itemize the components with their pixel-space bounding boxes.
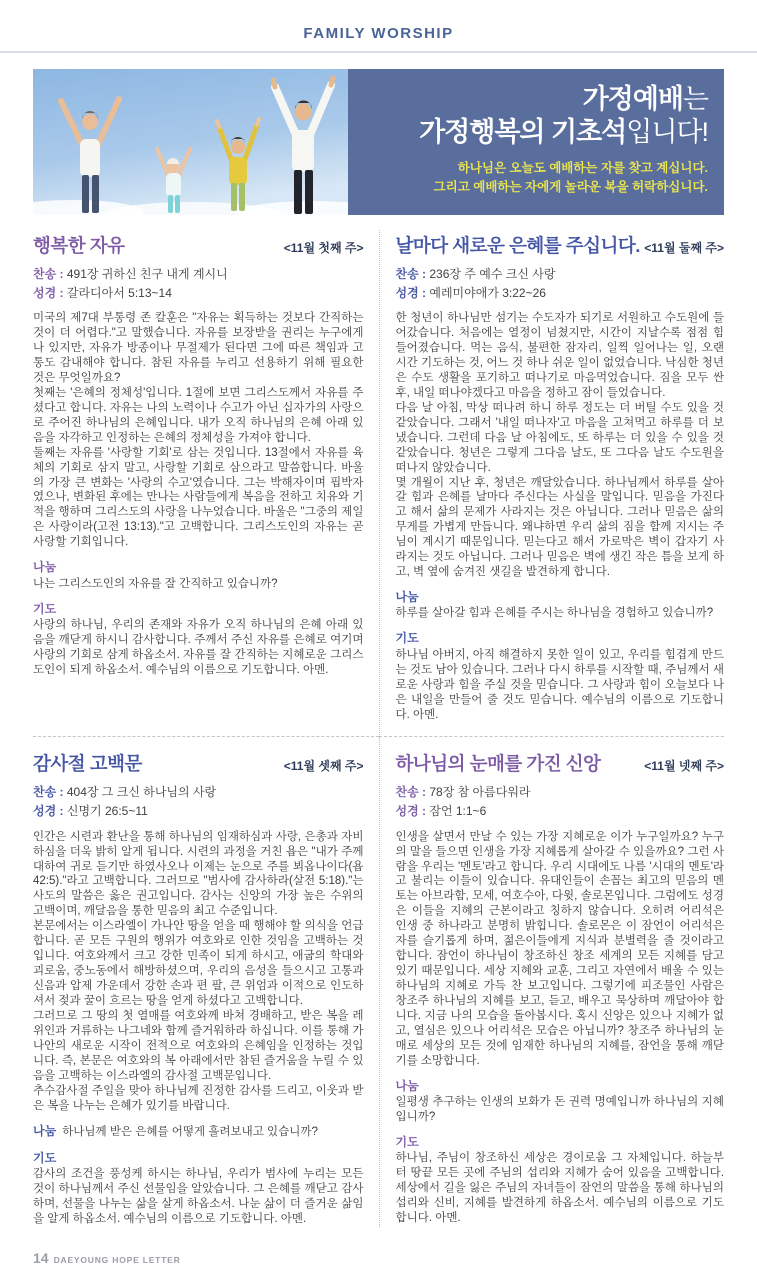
article-body: [33, 311, 364, 550]
scripture-row: 성경 : 신명기 26:5~11: [33, 804, 148, 819]
hero-panel: [348, 69, 724, 215]
sharing-question: 하나님께 받은 은혜를 어떻게 흘려보내고 있습니까?: [62, 1126, 318, 1139]
sharing-block: [33, 559, 364, 591]
page-number: 14: [33, 1250, 49, 1266]
paragraph: 인생을 살면서 만날 수 있는 가장 지혜로운 이가 누구일까요? 누구의 말을 들으면 인생을 가장 지혜롭게 살아갈 수 있을까요? 그런 사람을 우리는 '멘토'라고 합니다. 우리 시대에도 나름 '시대의 멘토'라고 불리는 이들이 있습니다. 유대인들이 손꼽는 최고의 믿음의 멘토는 아브라함, 모세, 여호수아, 다윗, 솔로몬입니다. 그럼에도 성경은 이들을 지혜의 근본이라고 칭하지 않습니다. 오히려 어리석은 인생 중 하나라고 분명히 밝힙니다. 솔로몬은 이 잠언이 어리석은 자를 슬기롭게 하며, 젊은이들에게 지식과 분별력을 줄 것이라고 합니다. 잠언이 하나님이 창조하신 창조 세계의 모든 지혜를 담고 있기 때문입니다. 세상 지혜와 교훈, 그리고 자연에서 배울 수 있는 하나님의 지혜로 가득 찬 보고입니다. 그렇기에 피조물인 사람은 창조주 하나님의 지혜를 보고, 듣고, 배우고 묵상하며 깨달아야 합니다. 지금 나의 모습을 돌아봅시다. 혹시 신앙은 있으나 지혜가 없고, 열심은 있으나 어리석은 모습은 아닙니까? 창조주 하나님의 눈매로 세상의 모든 것에 임재한 하나님의 지혜를, 잠언을 통해 깨닫기를 소망합니다.: [395, 830, 724, 1067]
paragraph: 둘째는 자유를 '사랑할 기회'로 삼는 것입니다. 13절에서 자유를 육체의 기회로 삼지 말고, 사랑할 기회로 삼으라고 말씀합니다. 바울의 가장 큰 변화는 '사랑의 수고'였습니다. 그는 박해자이며 핍박자였으나, 변화된 후에는 만나는 사람들에게 복음을 전하고 치유와 기적을 행하며 그리스도의 사랑을 나누었습니다. 바울은 "그중의 제일은 사랑이라(고전 13:13)."고 고백합니다. 그리스도인의 자유는 곧 사랑할 기회입니다.: [33, 446, 364, 549]
prayer-block: [396, 1134, 725, 1226]
scripture-row: 성경 : 예레미야애가 3:22~26: [395, 285, 546, 300]
scripture-row: 성경 : 잠언 1:1~6: [395, 804, 487, 819]
week-label: <11월 첫째 주>: [283, 241, 364, 255]
hymn-row: 찬송 : 491장 귀하신 친구 내게 계시니: [33, 267, 228, 281]
prayer-heading: 기도: [33, 601, 57, 616]
sharing-block: [396, 1078, 725, 1125]
prayer-text: 하나님, 주님이 창조하신 세상은 경이로움 그 자체입니다. 하늘부터 땅끝 모든 곳에 주님의 섭리와 지혜가 숨어 있음을 고백합니다. 세상에서 길을 잃은 주님의 자녀들이 잠언의 말씀을 통해 하나님의 섭리와 신비, 지혜를 발견하게 하옵소서. 예수님의 이름으로 기도합니다. 아멘.: [395, 1152, 724, 1225]
prayer-block: [33, 601, 364, 678]
prayer-block: [396, 630, 725, 722]
family-photo: [33, 69, 348, 215]
article-title: 날마다 새로운 은혜를 주십니다.: [395, 235, 640, 256]
hero-banner: [33, 69, 724, 215]
family-photo-illustration: [33, 69, 348, 215]
articles-grid: [33, 230, 724, 1227]
hero-title: [358, 83, 708, 149]
prayer-heading: 기도: [395, 631, 419, 646]
article-body: [396, 830, 725, 1069]
sharing-heading: 나눔: [33, 1124, 57, 1139]
article-title: 행복한 자유: [33, 235, 125, 256]
page-header: [0, 0, 757, 53]
newsletter-name: DAEYOUNG HOPE LETTER: [53, 1255, 181, 1265]
paragraph: 인간은 시련과 환난을 통해 하나님의 임재하심과 사랑, 은총과 자비하심을 더욱 밝히 알게 됩니다. 시련의 과정을 거친 욥은 "내가 주께 대하여 귀로 듣기만 하였사오나 이제는 눈으로 주를 뵈옵나이다(욥 42:5)."라고 고백합니다. 그러므로 "범사에 감사하라(살전 5:18)."는 사도의 말씀은 옳은 권고입니다. 감사는 신앙의 가장 높은 수위의 고백이며, 깨달음을 통한 믿음의 최고 수준입니다.: [33, 830, 364, 918]
hymn-row: 찬송 : 236장 주 예수 크신 사랑: [395, 267, 556, 281]
article-title: 감사절 고백문: [33, 753, 142, 775]
sharing-question: 하루를 살아갈 힘과 은혜를 주시는 하나님을 경험하고 있습니까?: [395, 607, 714, 620]
hero-subtitle-line1: 하나님은 오늘도 예배하는 자를 찾고 계십니다.: [457, 160, 708, 175]
paragraph: 추수감사절 주일을 맞아 하나님께 진정한 감사를 드리고, 이웃과 받은 복을 나누는 은혜가 있기를 바랍니다.: [33, 1084, 364, 1112]
page-footer: [33, 1250, 181, 1266]
sharing-block: [396, 589, 725, 621]
page-header-title: FAMILY WORSHIP: [303, 25, 454, 42]
prayer-text: 사랑의 하나님, 우리의 존재와 자유가 오직 하나님의 은혜 아래 있음을 깨닫게 하시니 감사합니다. 주께서 주신 자유를 은혜로 여기며 사랑의 기회로 삼게 하옵소서. 자유를 잘 간직하는 지혜로운 그리스도인이 되게 하옵소서. 예수님의 이름으로 기도합니다. 아멘.: [33, 618, 364, 676]
sharing-question: 나는 그리스도인의 자유를 잘 간직하고 있습니까?: [33, 577, 278, 590]
sharing-heading: 나눔: [395, 590, 419, 605]
paragraph: 몇 개월이 지난 후, 청년은 깨달았습니다. 하나님께서 하루를 살아갈 힘과 은혜를 날마다 주신다는 사실을 말입니다. 믿음을 가진다고 해서 삶의 문제가 사라지는 것은 아닙니다. 그러나 믿음은 삶의 무게를 가볍게 만듭니다. 왜냐하면 우리 삶의 짐을 함께 지시는 주님이 계시기 때문입니다. 믿는다고 해서 가로막은 벽이 갑자기 사라지는 것도 아닙니다. 그러나 믿음은 벽에 생긴 작은 틈을 보게 하고, 벽 옆에 숨겨진 샛길을 발견하게 합니다.: [395, 476, 724, 579]
week-label: <11월 셋째 주>: [283, 759, 364, 774]
article-thanksgiving-confession: [33, 737, 379, 1227]
prayer-heading: 기도: [33, 1150, 57, 1165]
hero-subtitle: [358, 159, 708, 198]
sharing-question: 일평생 추구하는 인생의 보화가 돈 권력 명예입니까 하나님의 지혜입니까?: [395, 1096, 724, 1123]
prayer-heading: 기도: [395, 1134, 419, 1149]
article-title: 하나님의 눈매를 가진 신앙: [395, 753, 601, 775]
article-new-grace-daily: [379, 230, 725, 737]
hero-title-line1: 가정예배는: [582, 84, 708, 114]
hymn-scripture-block: [396, 265, 725, 302]
prayer-block: [33, 1150, 364, 1227]
hymn-scripture-block: [33, 265, 364, 302]
article-happy-freedom: [33, 230, 379, 737]
hymn-scripture-block: [33, 783, 364, 820]
hymn-scripture-block: [396, 783, 725, 820]
article-faith-with-gods-eyes: [379, 737, 725, 1227]
paragraph: 다음 날 아침, 막상 떠나려 하니 하루 정도는 더 버틸 수도 있을 것 같았습니다. 그래서 '내일 떠나자'고 마음을 고쳐먹고 하루를 더 보냈습니다. 그런데 다음 날 아침에도, 또 하루는 더 있을 수 있을 것 같았습니다. 청년은 그렇게 그다음 날도, 또 그다음 날도 수도원을 떠나지 않았습니다.: [395, 401, 724, 474]
paragraph: 첫째는 '은혜의 정체성'입니다. 1절에 보면 그리스도께서 자유를 주셨다고 합니다. 자유는 나의 노력이나 수고가 아닌 십자가의 사랑으로 주어진 하나님의 은혜입니다. 내가 오직 하나님의 은혜 아래 있음을 자각하고 인정하는 은혜의 정체성을 가져야 합니다.: [33, 386, 364, 444]
header-divider: [0, 51, 757, 53]
sharing-heading: 나눔: [395, 1078, 419, 1093]
paragraph: 한 청년이 하나님만 섬기는 수도자가 되기로 서원하고 수도원에 들어갔습니다. 처음에는 열정이 넘쳤지만, 시간이 지날수록 점점 힘들어졌습니다. 먹는 음식, 불편한 잠자리, 일찍 일어나는 일, 오랜 시간 기도하는 것, 어느 것 하나 쉬운 일이 없었습니다. 낙심한 청년은 수도 생활을 포기하고 떠나기로 마음먹었습니다. 짐을 모두 싼 후, 내일 떠나야겠다고 마음을 정하고 잠이 들었습니다.: [395, 312, 724, 399]
paragraph: 그러므로 그 땅의 첫 열매를 여호와께 바쳐 경배하고, 받은 복을 레위인과 거류하는 나그네와 함께 즐거워하라 하십니다. 이를 통해 가나안의 새로운 시작이 전적으로 여호와의 은혜임을 인정하는 것입니다. 즉, 본문은 여호와의 복 아래에서만 참된 즐거움을 누릴 수 있음을 고백하는 이스라엘의 감사절 고백문입니다.: [33, 1009, 364, 1082]
hero-title-line2: 가정행복의 기초석입니다!: [419, 116, 708, 147]
prayer-text: 감사의 조건을 풍성케 하시는 하나님, 우리가 범사에 누리는 모든 것이 하나님께서 주신 선물임을 알았습니다. 그 은혜를 깨닫고 감사하며, 선물을 나누는 삶을 살게 하옵소서. 나눈 삶이 더 즐거운 삶임을 알게 하옵소서. 예수님의 이름으로 기도합니다. 아멘.: [33, 1168, 364, 1226]
week-label: <11월 둘째 주>: [644, 241, 724, 255]
article-body: [396, 311, 725, 580]
sharing-block: [33, 1122, 364, 1140]
hymn-row: 찬송 : 78장 참 아름다워라: [395, 785, 531, 800]
prayer-text: 하나님 아버지, 아직 해결하지 못한 일이 있고, 우리를 힘겹게 만드는 것도 남아 있습니다. 그러나 다시 하루를 시작할 때, 주님께서 새로운 사랑과 힘을 주실 것을 믿습니다. 그 사랑과 힘이 오늘보다 나은 내일을 만들어 줄 것도 믿습니다. 예수님의 이름으로 기도합니다. 아멘.: [395, 648, 724, 721]
sharing-heading: 나눔: [33, 560, 57, 575]
week-label: <11월 넷째 주>: [644, 759, 724, 774]
paragraph: 미국의 제7대 부통령 존 칼훈은 "자유는 획득하는 것보다 간직하는 것이 더 어렵다."고 말했습니다. 자유를 보장받을 권리는 누구에게나 있지만, 자유가 방종이나 무절제가 된다면 그에 따른 책임과 고통도 감내해야 합니다. 참된 자유를 누리고 선용하기 위해 필요한 것은 무엇일까요?: [33, 312, 364, 384]
hymn-row: 찬송 : 404장 그 크신 하나님의 사랑: [33, 785, 217, 800]
hero-subtitle-line2: 그리고 예배하는 자에게 놀라운 복을 허락하십니다.: [433, 180, 708, 195]
paragraph: 본문에서는 이스라엘이 가나안 땅을 얻을 때 행해야 할 의식을 언급합니다. 곧 모든 구원의 행위가 여호와로 인한 것임을 고백하는 것입니다. 여호와께서 크고 강한 민족이 되게 하시고, 애굽의 학대와 괴로움, 중노동에서 해방하셨으며, 우리의 음성을 들으시고 고통과 신음과 압제 가운데서 강한 손과 편 팔, 큰 위엄과 이적으로 인도하셔서 젖과 꿀이 흐르는 땅을 얻게 하셨다고 고백합니다.: [33, 920, 364, 1007]
scripture-row: 성경 : 갈라디아서 5:13~14: [33, 285, 172, 300]
article-body: [33, 830, 364, 1114]
